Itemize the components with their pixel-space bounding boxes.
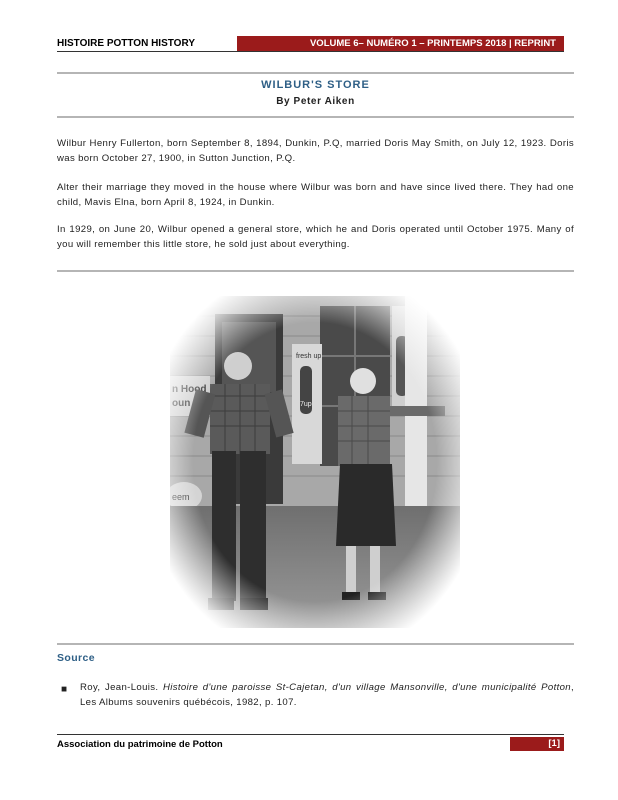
citation-title: Histoire d'une paroisse St-Cajetan, d'un village Mansonville, d'une municipalité Potton: [162, 682, 571, 693]
publisher-name: Association du patrimoine de Potton: [57, 739, 223, 750]
page-number-banner: [510, 737, 564, 751]
citation-author: Roy, Jean-Louis.: [80, 682, 163, 693]
page-number: [1]: [548, 738, 560, 749]
header-divider: [57, 51, 564, 52]
source-divider: [57, 643, 574, 645]
paragraph-1: Wilbur Henry Fullerton, born September 8, 1894, Dunkin, P.Q, married Doris May Smith, on July 12, 1923. Doris was born October 27, 1900, in Sutton Junction, P.Q.: [57, 138, 574, 164]
paragraph-3: In 1929, on June 20, Wilbur opened a general store, which he and Doris operated until October 1975. Many of you will remember this little store, he sold just about everything.: [57, 224, 574, 250]
footer-divider: [57, 734, 564, 735]
source-citation: [80, 680, 574, 710]
source-heading: Source: [57, 652, 95, 664]
issue-banner: [237, 36, 564, 51]
title-top-rule: [57, 72, 574, 74]
bullet-icon: ■: [61, 684, 68, 695]
article-author: By Peter Aiken: [276, 96, 355, 107]
article-title: WILBUR'S STORE: [261, 79, 370, 91]
title-bottom-rule: [57, 116, 574, 118]
issue-info: VOLUME 6– NUMÉRO 1 – PRINTEMPS 2018 | REPRINT: [309, 38, 556, 49]
store-photograph: [170, 296, 460, 628]
citation-details: , Les Albums souvenirs québécois, 1982, p. 107.: [80, 682, 574, 708]
journal-name: HISTOIRE POTTON HISTORY: [57, 38, 195, 49]
paragraph-2: Alter their marriage they moved in the house where Wilbur was born and have since lived there. They had one child, Mavis Elna, born April 8, 1924, in Dunkin.: [57, 182, 574, 208]
section-divider: [57, 270, 574, 272]
